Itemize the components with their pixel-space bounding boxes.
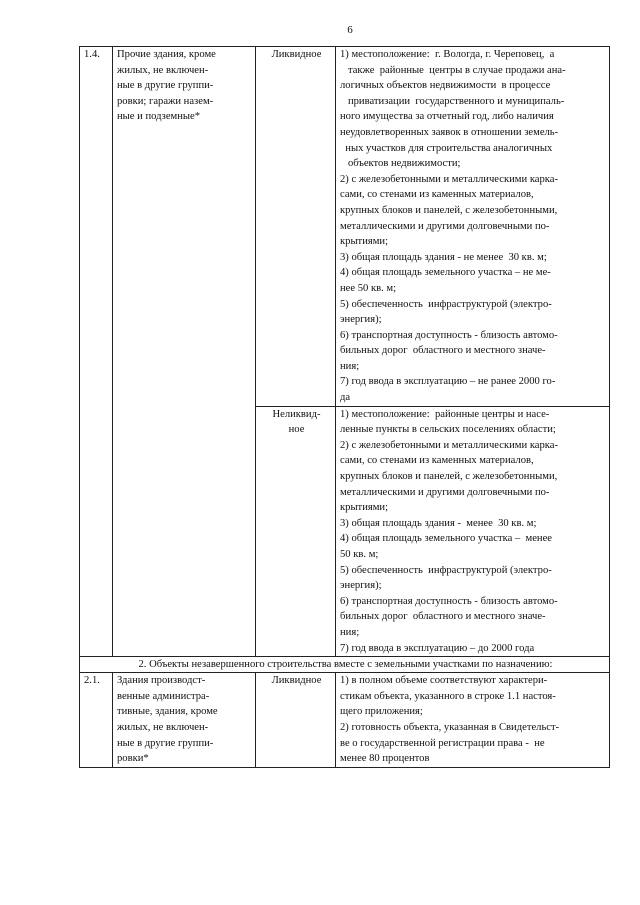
object-type-name: Здания производст- венные администра- тивные, здания, кроме жилых, не включен- ные в другие группи- ровки* (117, 675, 218, 765)
requirement-item: 4) общая площадь земельного участка – менее 50 кв. м; (340, 533, 552, 560)
object-type-cell (113, 47, 256, 657)
requirement-item: 3) общая площадь здания - не менее 30 кв. м; (340, 251, 547, 263)
row-number: 1.4. (80, 47, 113, 657)
requirement-item: 2) с железобетонными и металлическими карка- сами, со стенами из каменных материалов, крупных блоков и панелей, с железобетонными, металлическими и другими долговечными по- крытиями; (340, 439, 559, 514)
liquidity-cell (256, 47, 336, 407)
requirement-item: 6) транспортная доступность - близость автомо- бильных дорог областного и местного значе- ния; (340, 329, 558, 372)
object-type-cell (113, 673, 256, 768)
requirement-item: 3) общая площадь здания - менее 30 кв. м; (340, 517, 537, 529)
liquidity-label: Ликвидное (271, 675, 322, 687)
requirement-item: 1) местоположение: районные центры и насе- ленные пункты в сельских поселениях области; (340, 408, 556, 436)
criteria-table (79, 46, 610, 768)
requirement-item: 2) готовность объекта, указанная в Свидетельст- ве о государственной регистрации права - не менее 80 процентов (340, 721, 560, 765)
requirement-item: 7) год ввода в эксплуатацию – не ранее 2000 го- да (340, 376, 556, 404)
requirements-cell (336, 406, 610, 657)
row-number: 2.1. (80, 673, 113, 768)
requirement-item: 6) транспортная доступность - близость автомо- бильных дорог областного и местного значе- ния; (340, 595, 558, 638)
requirement-item: 4) общая площадь земельного участка – не ме- нее 50 кв. м; (340, 267, 551, 294)
requirement-item: 5) обеспеченность инфраструктурой (электро- энергия); (340, 298, 552, 326)
table-row (80, 47, 610, 407)
section-title: 2. Объекты незавершенного строительства вместе с земельными участками по назначению: (80, 657, 610, 673)
liquidity-cell (256, 406, 336, 657)
section-header-row (80, 657, 610, 673)
liquidity-cell (256, 673, 336, 768)
page-number: 6 (347, 24, 353, 36)
requirements-cell (336, 673, 610, 768)
requirement-item: 7) год ввода в эксплуатацию – до 2000 года (340, 642, 535, 654)
object-type-name: Прочие здания, кроме жилых, не включен- ные в другие группи- ровки; гаражи назем- ные и подземные* (117, 49, 216, 123)
requirement-item: 5) обеспеченность инфраструктурой (электро- энергия); (340, 564, 552, 592)
liquidity-label: Ликвидное (271, 49, 322, 60)
liquidity-label: Неликвид- ное (272, 408, 321, 436)
requirement-item: 1) местоположение: г. Вологда, г. Череповец, а также районные центры в случае продажи ана- логичных объектов недвижимости в процессе приватизации государственного и муниципаль- ного имущества за отчетный год, либо наличия неудовлетворенных заявок в отношении земель- ных участков для строительства аналогичных объектов недвижимости; (340, 49, 566, 170)
requirement-item: 1) в полном объеме соответствуют характери- стикам объекта, указанного в строке 1.1 настоя- щего приложения; (340, 675, 556, 718)
requirement-item: 2) с железобетонными и металлическими карка- сами, со стенами из каменных материалов, крупных блоков и панелей, с железобетонными, металлическими и другими долговечными по- крытиями; (340, 173, 559, 248)
requirements-cell (336, 47, 610, 407)
table-row (80, 673, 610, 768)
